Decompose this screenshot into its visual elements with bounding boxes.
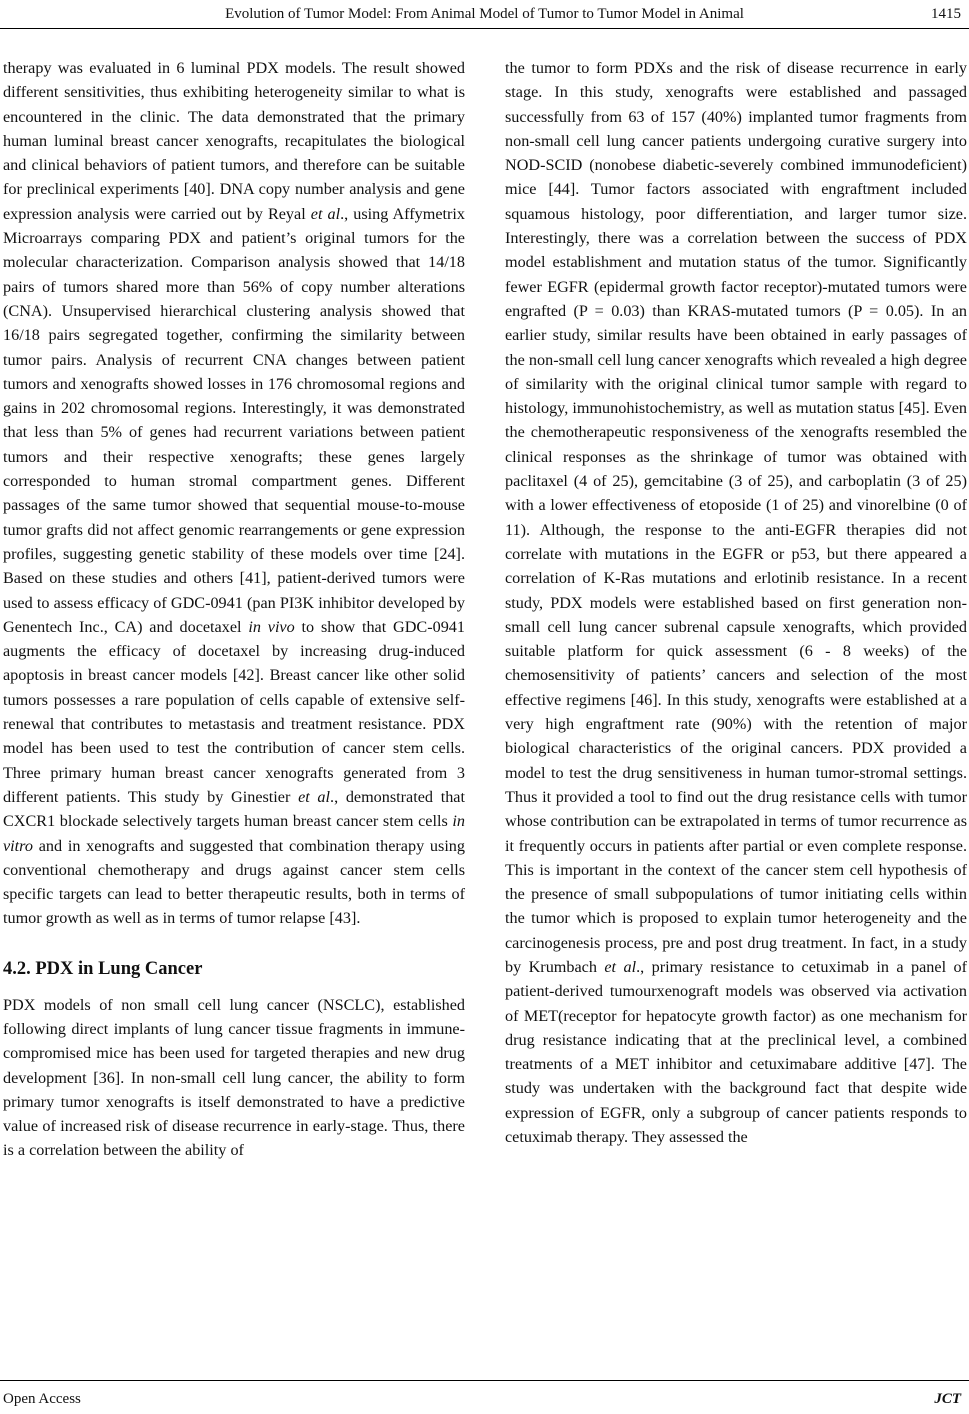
italic-text: in vivo bbox=[248, 617, 295, 636]
text-run: ., primary resistance to cetuximab in a panel of patient-derived tumourxenograft models was observed via activation of MET(receptor for hepatocyte growth factor) as one mechanism for drug resistance indicating that at the preclinical level, a combined treatments of a MET inhibitor and cetuximabare additive [47]. The study was undertaken with the background fact that despite wide expression of EGFR, only a subgroup of cancer patients responds to cetuximab therapy. They assessed the bbox=[505, 957, 967, 1147]
left-column bbox=[3, 56, 465, 1163]
footer bbox=[0, 1383, 969, 1407]
text-run: therapy was evaluated in 6 luminal PDX models. The result showed different sensitivities, thus exhibiting heterogeneity similar to what is encountered in the clinic. The data demonstrated that the primary human luminal breast cancer xenografts, recapitulates the biological and clinical behaviors of patient tumors, and therefore can be suitable for preclinical experiments [40]. DNA copy number analysis and gene expression analysis were carried out by Reyal bbox=[3, 59, 465, 223]
text-run: the tumor to form PDXs and the risk of disease recurrence in early stage. In this study, xenografts were established and passaged successfully from 63 of 157 (40%) implanted tumor fragments from non-small cell lung cancer patients undergoing curative surgery into NOD-SCID (nonobese diabetic-severely combined immunodeficient) mice [44]. Tumor factors associated with engraftment included squamous histology, poor differentiation, and larger tumor size. Interestingly, there was a correlation between the success of PDX model establishment and mutation status of the tumor. Significantly fewer EGFR (epidermal growth factor receptor)-mutated tumors were engrafted (P = 0.03) than KRAS-mutated tumors (P = 0.05). In an earlier study, similar results have been obtained in early passages of the non-small cell lung cancer xenografts which revealed a high degree of similarity with the original clinical tumor sample with regard to histology, immunohistochemistry, as well as mutation status [45]. Even the chemotherapeutic responsiveness of the xenografts resembled the clinical responses as the shrinkage of tumor was obtained with paclitaxel (4 of 25), gemcitabine (3 of 25), and carboplatin (3 of 25) with a lower effectiveness of etoposide (1 of 25) and vinorelbine (0 of 11). Although, the response to the anti-EGFR therapies did not correlate with mutations in the EGFR or p53, but there appeared a correlation of K-Ras mutations and erlotinib resistance. In a recent study, PDX models were established based on first generation non-small cell lung cancer subrenal capsule xenografts, which provided suitable platform for quick assessment (6 - 8 weeks) of the chemosensitivity of patients’ cancers and selection of the most effective regimens [46]. In this study, xenografts were established at a very high engraftment rate (90%) with the retention of major biological characteristics of the original cancers. PDX provided a model to test the drug sensitiveness in human tumor-stromal settings. Thus it provided a tool to find out the drug resistance cells with tumor whose contribution can be extrapolated in terms of tumor recurrence as it frequently occurs in patients after partial or even complete response. This is important in the context of the cancer stem cell hypothesis of the presence of small subpopulations of tumor initiating cells within the tumor which is proposed to explain tumor heterogeneity and the carcinogenesis process, pre and post drug treatment. In fact, in a study by Krumbach bbox=[505, 59, 967, 976]
left-paragraph-1 bbox=[3, 56, 465, 931]
header-rule bbox=[0, 28, 969, 29]
text-run: ., using Affymetrix Microarrays comparing PDX and patient’s original tumors for the molecular characterization. Comparison analysis showed that 14/18 pairs of tumors shared more than 56% of copy number alterations (CNA). Unsupervised hierarchical clustering analysis showed that 16/18 pairs segregated together, confirming the similarity between tumor pairs. Analysis of recurrent CNA changes between patient tumors and xenografts showed losses in 176 chromosomal regions and gains in 202 chromosomal regions. Interestingly, it was demonstrated that less than 5% of genes had recurrent variations between patient tumors and their respective xenografts; these genes largely corresponded to human stromal compartment genes. Different passages of the same tumor showed that sequential mouse-to-mouse tumor grafts did not affect genomic rearrangements or gene expression profiles, suggesting genetic stability of these models over time [24]. Based on these studies and others [41], patient-derived tumors were used to assess efficacy of GDC-0941 (pan PI3K inhibitor developed by Genentech Inc., CA) and docetaxel bbox=[3, 204, 466, 636]
text-run: and in xenografts and suggested that combination therapy using conventional chemotherapy and drugs against cancer stem cells specific targets can lead to better therapeutic results, both in terms of tumor growth as well as in terms of tumor relapse [43]. bbox=[3, 836, 465, 928]
footer-open-access: Open Access bbox=[3, 1391, 81, 1407]
right-paragraph-1 bbox=[505, 56, 967, 1149]
running-head bbox=[0, 0, 969, 28]
left-paragraph-2: PDX models of non small cell lung cancer (NSCLC), established following direct implants of lung cancer tissue fragments in immune-compromised mice has been used for targeted therapies and new drug development [36]. In non-small cell lung cancer, the ability to form primary tumor xenografts is itself demonstrated to have a predictive value of increased risk of disease recurrence in early-stage. Thus, there is a correlation between the ability of bbox=[3, 995, 465, 1160]
section-heading: 4.2. PDX in Lung Cancer bbox=[3, 958, 203, 979]
italic-text: et al bbox=[604, 957, 637, 976]
italic-text: et al bbox=[310, 204, 341, 223]
footer-rule bbox=[0, 1380, 969, 1381]
running-head-title: Evolution of Tumor Model: From Animal Model of Tumor to Tumor Model in Animal bbox=[225, 6, 744, 22]
italic-text: in vitro bbox=[3, 812, 465, 855]
footer-journal: JCT bbox=[934, 1391, 961, 1407]
text-run: to show that GDC-0941 augments the efficacy of docetaxel by increasing drug-induced apoptosis in breast cancer models [42]. Breast cancer like other solid tumors possesses a rare population of cells capable of extensive self-renewal that contributes to metastasis and treatment resistance. PDX model has been used to test the contribution of cancer stem cells. Three primary human breast cancer xenografts generated from 3 different patients. This study by Ginestier bbox=[3, 617, 465, 806]
right-column bbox=[505, 56, 967, 1149]
italic-text: et al bbox=[298, 787, 331, 806]
page-number: 1415 bbox=[931, 6, 961, 22]
text-run: ., demonstrated that CXCR1 blockade selectively targets human breast cancer stem cells bbox=[3, 787, 465, 831]
